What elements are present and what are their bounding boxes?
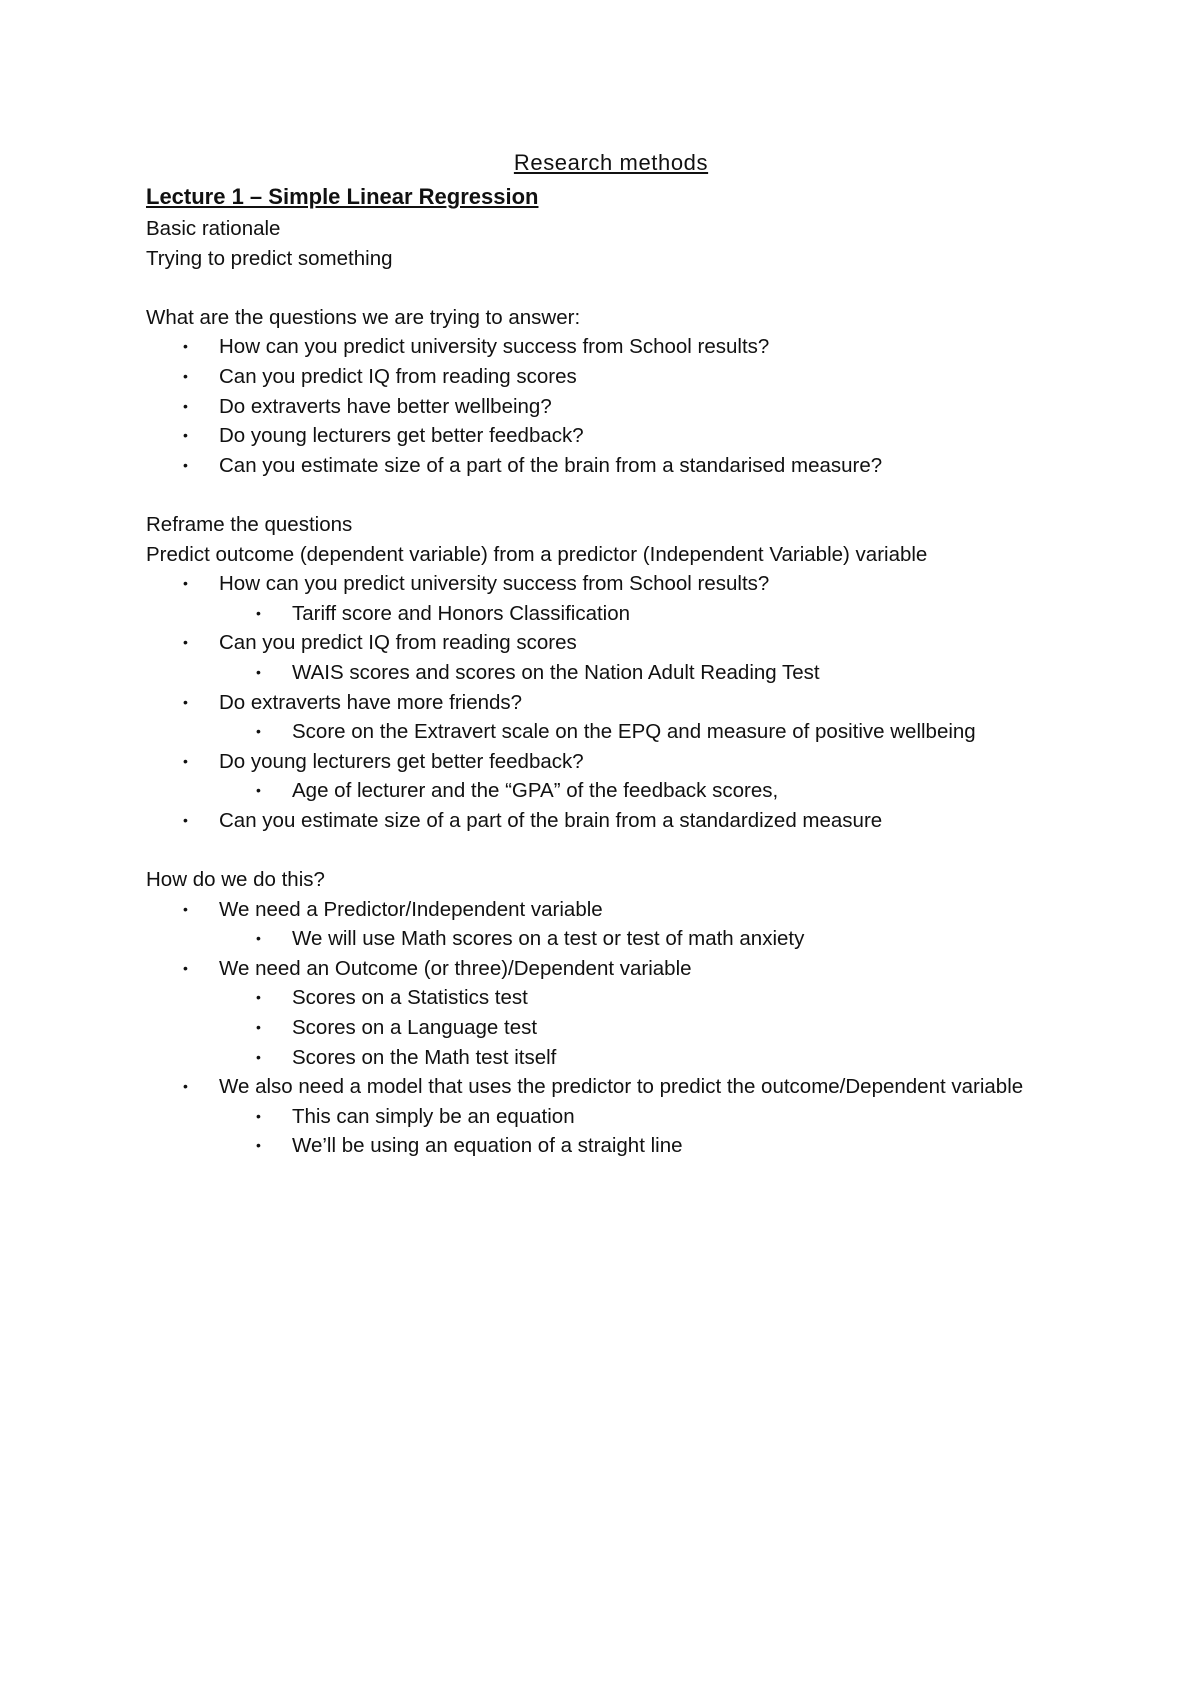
sub-list-item <box>146 1102 1076 1132</box>
section-heading: Reframe the questions <box>146 512 353 536</box>
sub-list-item-text: We will use Math scores on a test or test of math anxiety <box>292 927 805 951</box>
spacer <box>146 273 1076 303</box>
bullet-icon: • <box>183 900 188 917</box>
bullet-icon: • <box>183 1078 188 1095</box>
list-item <box>146 747 1076 777</box>
sub-list-item <box>146 1013 1076 1043</box>
list-item <box>146 806 1076 836</box>
sub-list-item-text: We’ll be using an equation of a straight line <box>292 1134 683 1158</box>
section-heading: What are the questions we are trying to answer: <box>146 305 581 329</box>
list-item <box>146 569 1076 599</box>
sub-list-item-text: Tariff score and Honors Classification <box>292 601 631 625</box>
list-item-text: We need an Outcome (or three)/Dependent variable <box>219 956 692 980</box>
list-item-text: Do extraverts have better wellbeing? <box>219 394 552 418</box>
list-item <box>146 451 1076 481</box>
list-item <box>146 421 1076 451</box>
question-list <box>146 332 1076 480</box>
list-item-text: How can you predict university success from School results? <box>219 335 770 359</box>
sub-list-item <box>146 658 1076 688</box>
bullet-icon: • <box>256 1137 261 1154</box>
sub-list-item-text: WAIS scores and scores on the Nation Adult Reading Test <box>292 660 820 684</box>
sub-list-item <box>146 924 1076 954</box>
intro-line: Trying to predict something <box>146 246 393 270</box>
bullet-icon: • <box>183 397 188 414</box>
bullet-icon: • <box>256 723 261 740</box>
bullet-icon: • <box>256 663 261 680</box>
list-item-text: Can you estimate size of a part of the brain from a standardized measure <box>219 808 883 832</box>
list-item <box>146 362 1076 392</box>
intro-line: Basic rationale <box>146 217 281 240</box>
list-item <box>146 688 1076 718</box>
bullet-icon: • <box>256 930 261 947</box>
sub-list-item-text: Score on the Extravert scale on the EPQ and measure of positive wellbeing <box>292 720 976 744</box>
document-content <box>146 146 1076 1161</box>
bullet-icon: • <box>183 752 188 769</box>
bullet-icon: • <box>183 456 188 473</box>
list-item-text: Can you predict IQ from reading scores <box>219 631 577 655</box>
sub-list-item-text: Scores on a Statistics test <box>292 986 528 1010</box>
sub-list-item <box>146 1131 1076 1161</box>
sub-list-item <box>146 983 1076 1013</box>
bullet-icon: • <box>183 427 188 444</box>
list-item-text: Do extraverts have more friends? <box>219 690 523 714</box>
sub-list-item-text: This can simply be an equation <box>292 1104 575 1128</box>
bullet-icon: • <box>256 782 261 799</box>
sub-list-item <box>146 1043 1076 1073</box>
bullet-icon: • <box>256 1048 261 1065</box>
list-item <box>146 895 1076 925</box>
list-item-text: Do young lecturers get better feedback? <box>219 749 584 773</box>
sub-list-item <box>146 717 1076 747</box>
list-item <box>146 332 1076 362</box>
method-list <box>146 895 1076 1161</box>
list-item <box>146 628 1076 658</box>
list-item-text: Do young lecturers get better feedback? <box>219 424 584 448</box>
sub-list-item-text: Scores on the Math test itself <box>292 1045 557 1069</box>
bullet-icon: • <box>256 989 261 1006</box>
sub-list-item <box>146 599 1076 629</box>
bullet-icon: • <box>256 1107 261 1124</box>
list-item <box>146 1072 1076 1102</box>
bullet-icon: • <box>183 338 188 355</box>
sub-list-item <box>146 776 1076 806</box>
sub-list-item-text: Scores on a Language test <box>292 1016 538 1040</box>
list-item-text: Can you estimate size of a part of the brain from a standarised measure? <box>219 453 883 477</box>
bullet-icon: • <box>256 604 261 621</box>
document-title: Research methods <box>513 150 709 175</box>
lecture-heading: Lecture 1 – Simple Linear Regression <box>146 184 539 209</box>
list-item-text: How can you predict university success from School results? <box>219 572 770 596</box>
section-subheading: Predict outcome (dependent variable) from a predictor (Independent Variable) variable <box>146 542 928 566</box>
spacer <box>146 835 1076 865</box>
bullet-icon: • <box>183 811 188 828</box>
section-heading: How do we do this? <box>146 868 325 892</box>
sub-list-item-text: Age of lecturer and the “GPA” of the feedback scores, <box>292 779 779 803</box>
list-item <box>146 392 1076 422</box>
list-item <box>146 954 1076 984</box>
bullet-icon: • <box>183 693 188 710</box>
bullet-icon: • <box>183 575 188 592</box>
bullet-icon: • <box>183 959 188 976</box>
list-item-text: Can you predict IQ from reading scores <box>219 364 577 388</box>
bullet-icon: • <box>183 367 188 384</box>
reframed-question-list <box>146 569 1076 835</box>
list-item-text: We need a Predictor/Independent variable <box>219 897 603 921</box>
list-item-text: We also need a model that uses the predictor to predict the outcome/Dependent variable <box>219 1075 1024 1099</box>
bullet-icon: • <box>183 634 188 651</box>
spacer <box>146 480 1076 510</box>
bullet-icon: • <box>256 1019 261 1036</box>
